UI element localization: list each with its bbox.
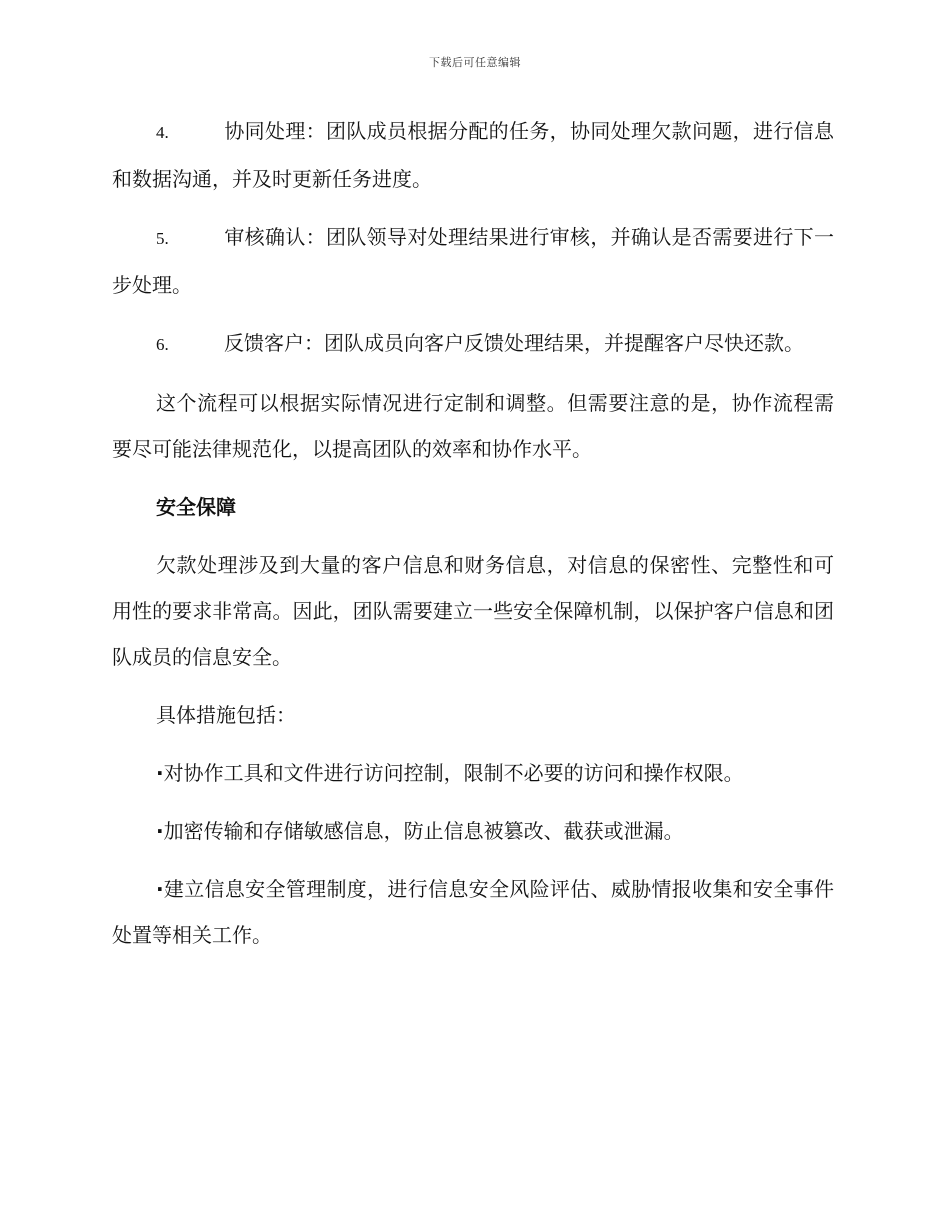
item-number: 4. — [156, 123, 169, 142]
paragraph-measures-lead: 具体措施包括： — [156, 703, 296, 727]
bullet-text: 建立信息安全管理制度，进行信息安全风险评估、威胁情报收集和安全事件处置等相关工作。 — [112, 877, 834, 947]
section-heading: 安全保障 — [156, 495, 236, 519]
header-note: 下载后可任意编辑 — [429, 56, 521, 69]
bullet-text: 加密传输和存储敏感信息，防止信息被篡改、截获或泄漏。 — [163, 819, 684, 843]
item-number: 6. — [156, 335, 169, 354]
bullet-dot: · — [156, 761, 164, 785]
numbered-item — [112, 214, 834, 308]
bullet-item — [112, 750, 834, 796]
document-body — [112, 108, 834, 970]
bullet-dot: · — [156, 819, 164, 843]
bullet-text: 对协作工具和文件进行访问控制，限制不必要的访问和操作权限。 — [163, 761, 744, 785]
numbered-item — [112, 320, 834, 368]
bullet-dot: · — [156, 877, 164, 901]
item-text: 反馈客户：团队成员向客户反馈处理结果，并提醒客户尽快还款。 — [224, 331, 804, 355]
numbered-item — [112, 108, 834, 202]
bullet-item — [112, 808, 834, 854]
paragraph-security-intro: 欠款处理涉及到大量的客户信息和财务信息，对信息的保密性、完整性和可用性的要求非常高。因此，团队需要建立一些安全保障机制，以保护客户信息和团队成员的信息安全。 — [112, 553, 834, 669]
item-number: 5. — [156, 229, 169, 248]
paragraph-process-note: 这个流程可以根据实际情况进行定制和调整。但需要注意的是，协作流程需要尽可能法律规范化，以提高团队的效率和协作水平。 — [112, 391, 834, 461]
bullet-item — [112, 866, 834, 958]
item-text: 协同处理：团队成员根据分配的任务，协同处理欠款问题，进行信息和数据沟通，并及时更新任务进度。 — [112, 119, 834, 191]
item-text: 审核确认：团队领导对处理结果进行审核，并确认是否需要进行下一步处理。 — [112, 225, 834, 297]
